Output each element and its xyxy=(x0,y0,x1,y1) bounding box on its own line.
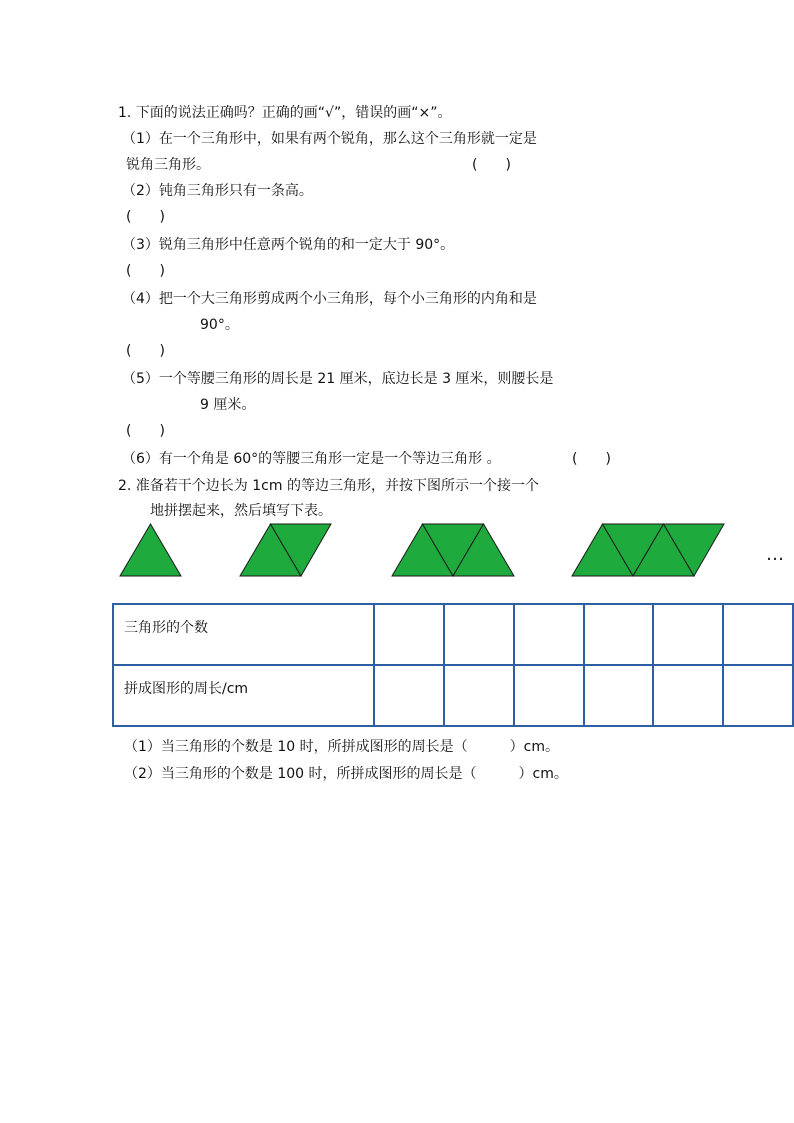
table-input-cell[interactable] xyxy=(444,665,514,726)
table-input-cell[interactable] xyxy=(374,665,444,726)
q1-item3-answer-paren[interactable]: ( ) xyxy=(126,263,165,279)
table-input-cell[interactable] xyxy=(653,665,723,726)
table-input-cell[interactable] xyxy=(444,604,514,665)
pattern-1-triangle xyxy=(120,524,181,576)
table-row xyxy=(113,604,793,665)
table-input-cell[interactable] xyxy=(653,604,723,665)
q1-item4-text: （4）把一个大三角形剪成两个小三角形，每个小三角形的内角和是 xyxy=(122,291,537,307)
table-input-cell[interactable] xyxy=(723,665,793,726)
table-input-cell[interactable] xyxy=(374,604,444,665)
q1-item4-answer-paren[interactable]: ( ) xyxy=(126,343,165,359)
q1-item3-text: （3）锐角三角形中任意两个锐角的和一定大于 90°。 xyxy=(122,237,455,253)
q2-sub2: （2）当三角形的个数是 100 时，所拼成图形的周长是（ ）cm。 xyxy=(124,766,568,782)
table-input-cell[interactable] xyxy=(514,665,584,726)
green-triangle xyxy=(120,524,181,576)
pattern-4-triangles xyxy=(572,524,724,576)
q2-sub1: （1）当三角形的个数是 10 时，所拼成图形的周长是（ ）cm。 xyxy=(124,739,559,755)
q1-item6-answer-paren[interactable]: ( ) xyxy=(572,451,611,467)
q1-item5-answer-paren[interactable]: ( ) xyxy=(126,423,165,439)
triangle-pattern-figure xyxy=(0,515,794,585)
q1-item5-text: （5）一个等腰三角形的周长是 21 厘米，底边长是 3 厘米，则腰长是 xyxy=(122,371,554,387)
row-label-perimeter: 拼成图形的周长/cm xyxy=(113,665,374,726)
q1-item1-text: （1）在一个三角形中，如果有两个锐角，那么这个三角形就一定是 xyxy=(122,131,537,147)
q1-item5-text-cont: 9 厘米。 xyxy=(200,397,256,413)
q1-item4-text-cont: 90°。 xyxy=(200,317,239,333)
table-input-cell[interactable] xyxy=(584,604,654,665)
table-input-cell[interactable] xyxy=(514,604,584,665)
q2-title: 2. 准备若干个边长为 1cm 的等边三角形，并按下图所示一个接一个 xyxy=(118,478,539,494)
q2-title-cont: 地拼摆起来，然后填写下表。 xyxy=(150,503,332,519)
q1-title: 1. 下面的说法正确吗？正确的画“√”，错误的画“×”。 xyxy=(118,105,452,121)
q1-item1-text-cont: 锐角三角形。 xyxy=(126,157,210,173)
q1-item2-answer-paren[interactable]: ( ) xyxy=(126,209,165,225)
row-label-triangle-count: 三角形的个数 xyxy=(113,604,374,665)
q1-item2-text: （2）钝角三角形只有一条高。 xyxy=(122,183,313,199)
pattern-3-triangles xyxy=(392,524,514,576)
ellipsis-text: … xyxy=(766,544,784,565)
pattern-2-triangles xyxy=(240,524,331,576)
answer-table xyxy=(112,603,794,727)
q1-item6-text: （6）有一个角是 60°的等腰三角形一定是一个等边三角形 。 xyxy=(122,451,501,467)
q1-item1-answer-paren[interactable]: ( ) xyxy=(472,157,511,173)
table-input-cell[interactable] xyxy=(584,665,654,726)
table-row xyxy=(113,665,793,726)
table-input-cell[interactable] xyxy=(723,604,793,665)
